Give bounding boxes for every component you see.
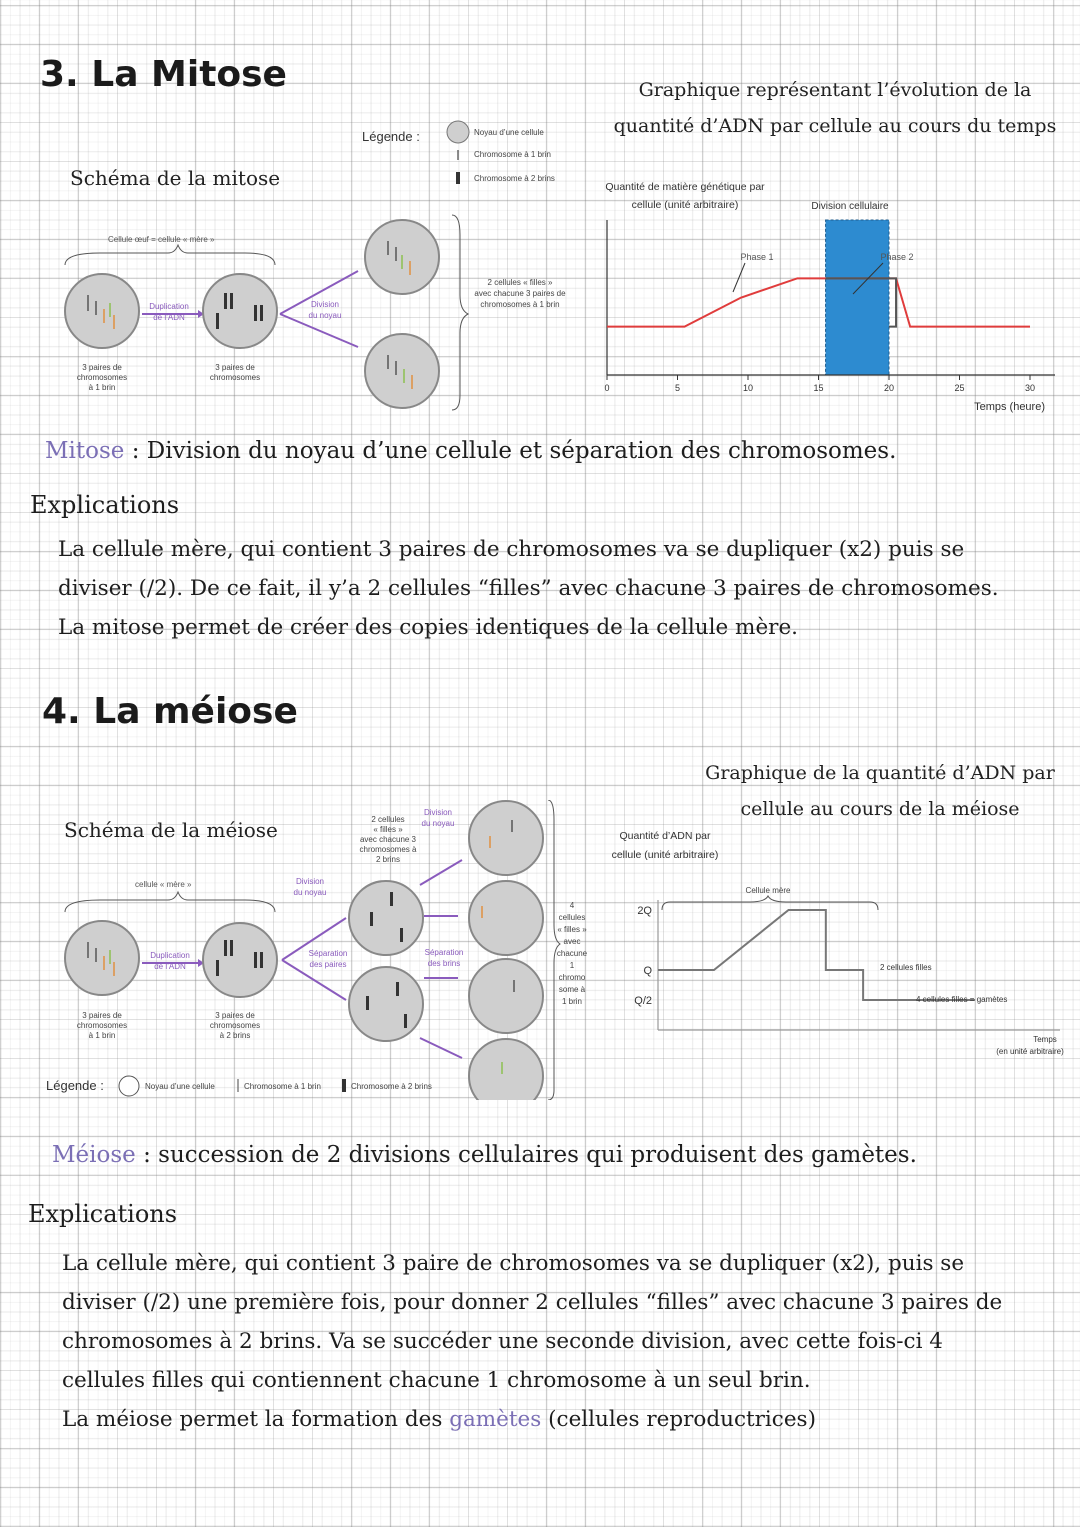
mitose-graph-title-line2: quantité d’ADN par cellule au cours du temps (613, 115, 1057, 137)
mitose-chart-ylabel-1: Quantité de matière génétique par (605, 181, 765, 193)
meiose-gamete-3 (469, 959, 543, 1033)
meiose-legend-label: Légende : (46, 1078, 104, 1093)
mitose-cell-mother (65, 274, 139, 348)
meiose-chart-cellule-mere: Cellule mère (745, 886, 791, 895)
meiose-schema-title: Schéma de la méiose (64, 818, 278, 842)
mitose-chart-series-line (607, 278, 1030, 326)
svg-text:des brins: des brins (427, 959, 461, 968)
mitose-graph-title-line1: Graphique représentant l’évolution de la (638, 79, 1032, 101)
mitose-definition (45, 438, 896, 464)
mitose-expl-line: diviser (/2). De ce fait, il y’a 2 cellules “filles” avec chacune 3 paires de chromosomes. (58, 576, 999, 601)
meiose-chart-y-tick-label: Q (643, 965, 652, 977)
svg-text:avec chacune 3: avec chacune 3 (359, 835, 417, 844)
svg-text:du noyau: du noyau (308, 311, 342, 320)
svg-text:chromosomes: chromosomes (209, 373, 261, 382)
mitose-diagram (40, 115, 600, 415)
meiose-cell-mother (65, 921, 139, 995)
mitose-definition-text: : Division du noyau d’une cellule et séparation des chromosomes. (124, 438, 897, 464)
mitose-expl-line: La cellule mère, qui contient 3 paires de chromosomes va se dupliquer (x2) puis se (58, 537, 965, 562)
mitose-chart-x-tick-label: 25 (954, 383, 965, 393)
mitose-chart-x-tick-label: 15 (813, 383, 824, 393)
svg-text:chacune: chacune (556, 949, 588, 958)
mitose-chart-phase2: Phase 2 (880, 252, 914, 262)
meiose-diagram-svg (40, 800, 600, 1100)
meiose-chart-series-line (658, 910, 975, 1000)
mitose-brace (65, 245, 275, 265)
meiose-gamete-1 (469, 801, 543, 875)
meiose-chart-y-tick-label: Q/2 (634, 995, 652, 1007)
svg-text:2 cellules « filles »: 2 cellules « filles » (487, 278, 553, 287)
meiose-chart-4-cellules: 4 cellules filles = gamètes (916, 995, 1008, 1004)
svg-text:chromosomes: chromosomes (76, 1021, 128, 1030)
meiose-chart-y-tick-label: 2Q (637, 905, 652, 917)
mitose-expl-line: La mitose permet de créer des copies identiques de la cellule mère. (58, 615, 799, 640)
svg-text:3 paires de: 3 paires de (215, 363, 255, 372)
mitose-schema-title: Schéma de la mitose (70, 166, 281, 190)
mitose-chart-xlabel: Temps (heure) (974, 401, 1045, 413)
meiose-expl-line: cellules filles qui contiennent chacune 1 chromosome à un seul brin. (62, 1368, 811, 1393)
meiose-chart-ylabel-2: cellule (unité arbitraire) (611, 849, 719, 861)
svg-text:chromo: chromo (558, 973, 586, 982)
svg-text:3 paires de: 3 paires de (82, 1011, 122, 1020)
mitose-explications (58, 530, 1068, 647)
legend-chromo2-icon (342, 1079, 346, 1092)
meiose-daughter-cell-2 (349, 967, 423, 1041)
svg-text:à 1 brin: à 1 brin (88, 1031, 116, 1040)
meiose-graph-title-line1: Graphique de la quantité d’ADN par (705, 762, 1055, 784)
mitose-chart (585, 170, 1075, 420)
mitose-cell-duplicated (203, 274, 277, 348)
meiose-definition-text: : succession de 2 divisions cellulaires qui produisent des gamètes. (135, 1142, 917, 1168)
meiose-chart-xlabel-1: Temps (1033, 1035, 1057, 1044)
svg-text:« filles »: « filles » (557, 925, 587, 934)
meiose-legend-noyau: Noyau d’une cellule (145, 1082, 215, 1091)
meiose-expl-line: La cellule mère, qui contient 3 paire de chromosomes va se dupliquer (x2), puis se (62, 1251, 965, 1276)
mitose-daughter-cell-2 (365, 334, 439, 408)
svg-text:Séparation: Séparation (424, 948, 464, 957)
svg-text:du noyau: du noyau (421, 819, 455, 828)
svg-text:chromosomes: chromosomes (76, 373, 128, 382)
svg-text:avec chacune 3 paires de: avec chacune 3 paires de (474, 289, 566, 298)
svg-text:2 cellules: 2 cellules (371, 815, 405, 824)
mitose-legend-label: Légende : (362, 129, 420, 144)
svg-text:du noyau: du noyau (293, 888, 327, 897)
svg-text:à 1 brin: à 1 brin (88, 383, 116, 392)
svg-text:4: 4 (569, 901, 575, 910)
meiose-expl-line: chromosomes à 2 brins. Va se succéder une seconde division, avec cette fois-ci 4 (62, 1329, 943, 1354)
mitose-cell-label: Cellule œuf = cellule « mère » (108, 235, 215, 244)
svg-text:2 brins: 2 brins (375, 855, 401, 864)
meiose-legend-chromo1: Chromosome à 1 brin (244, 1082, 321, 1091)
meiose-chart-xlabel-2: (en unité arbitraire) (996, 1047, 1064, 1056)
meiose-diagram (40, 800, 600, 1100)
mitose-chart-x-tick-label: 20 (883, 383, 895, 393)
meiose-explications-title: Explications (28, 1200, 178, 1228)
meiose-cell-label: cellule « mère » (135, 880, 192, 889)
svg-text:chromosomes à: chromosomes à (359, 845, 417, 854)
meiose-legend-chromo2: Chromosome à 2 brins (351, 1082, 432, 1091)
svg-text:Division: Division (423, 808, 453, 817)
svg-text:cellules: cellules (558, 913, 586, 922)
meiose-chart (590, 820, 1080, 1070)
meiose-daughter-cell-1 (349, 881, 423, 955)
meiose-explications (62, 1244, 1072, 1439)
svg-text:Séparation: Séparation (308, 949, 348, 958)
section-title-mitose: 3. La Mitose (40, 54, 287, 95)
svg-text:3 paires de: 3 paires de (82, 363, 122, 372)
legend-chromo1-text: Chromosome à 1 brin (474, 150, 551, 159)
mitose-diagram-svg (40, 115, 600, 415)
legend-nucleus-icon (447, 121, 469, 143)
svg-text:« filles »: « filles » (373, 825, 403, 834)
meiose-expl-last-line: La méiose permet la formation des gamètes (cellules reproductrices) (62, 1407, 816, 1432)
mitose-chart-x-tick-label: 10 (742, 383, 754, 393)
legend-chromo2-text: Chromosome à 2 brins (474, 174, 555, 183)
mitose-chart-ylabel-2: cellule (unité arbitraire) (631, 199, 739, 211)
mitose-chart-phase1: Phase 1 (740, 252, 774, 262)
mitose-chart-x-tick-label: 0 (604, 383, 610, 393)
meiose-chart-brace (662, 896, 878, 910)
mitose-chart-division-band (826, 220, 889, 375)
svg-text:1: 1 (569, 961, 575, 970)
svg-text:chromosomes à 1 brin: chromosomes à 1 brin (480, 300, 560, 309)
svg-text:Division: Division (295, 877, 325, 886)
meiose-graph-title (660, 755, 1080, 827)
meiose-expl-line: diviser (/2) une première fois, pour donner 2 cellules “filles” avec chacune 3 paires de (62, 1290, 1003, 1315)
legend-chromo2-icon (456, 172, 460, 184)
meiose-chart-2-cellules: 2 cellules filles (880, 963, 932, 972)
meiose-chart-ylabel-1: Quantité d’ADN par (619, 830, 711, 842)
svg-text:chromosomes: chromosomes (209, 1021, 261, 1030)
mitose-chart-division-label: Division cellulaire (811, 201, 889, 212)
mitose-chart-x-tick-label: 5 (674, 383, 681, 393)
svg-text:à 2 brins: à 2 brins (219, 1031, 251, 1040)
meiose-graph-title-line2: cellule au cours de la méiose (740, 798, 1020, 820)
legend-noyau-text: Noyau d’une cellule (474, 128, 544, 137)
svg-text:des paires: des paires (309, 960, 347, 969)
svg-text:Duplication: Duplication (150, 951, 190, 960)
svg-text:3 paires de: 3 paires de (215, 1011, 255, 1020)
mitose-graph-title (590, 72, 1080, 144)
mitose-chart-x-tick-label: 30 (1024, 383, 1036, 393)
gametes-term: gamètes (449, 1407, 542, 1432)
meiose-gamete-2 (469, 881, 543, 955)
svg-text:Division: Division (310, 300, 340, 309)
svg-text:Duplication: Duplication (149, 302, 189, 311)
svg-text:de l’ADN: de l’ADN (153, 313, 185, 322)
legend-nucleus-icon (119, 1076, 139, 1096)
meiose-legend (46, 1074, 496, 1098)
mitose-explications-title: Explications (30, 491, 180, 519)
svg-text:some à: some à (558, 985, 586, 994)
meiose-cell-duplicated (203, 923, 277, 997)
meiose-definition-term: Méiose (52, 1142, 136, 1168)
svg-text:avec: avec (563, 937, 581, 946)
svg-text:de l’ADN: de l’ADN (154, 962, 186, 971)
section-title-meiose: 4. La méiose (42, 691, 298, 732)
meiose-definition (52, 1142, 917, 1168)
mitose-definition-term: Mitose (45, 438, 125, 464)
svg-text:1 brin: 1 brin (561, 997, 583, 1006)
